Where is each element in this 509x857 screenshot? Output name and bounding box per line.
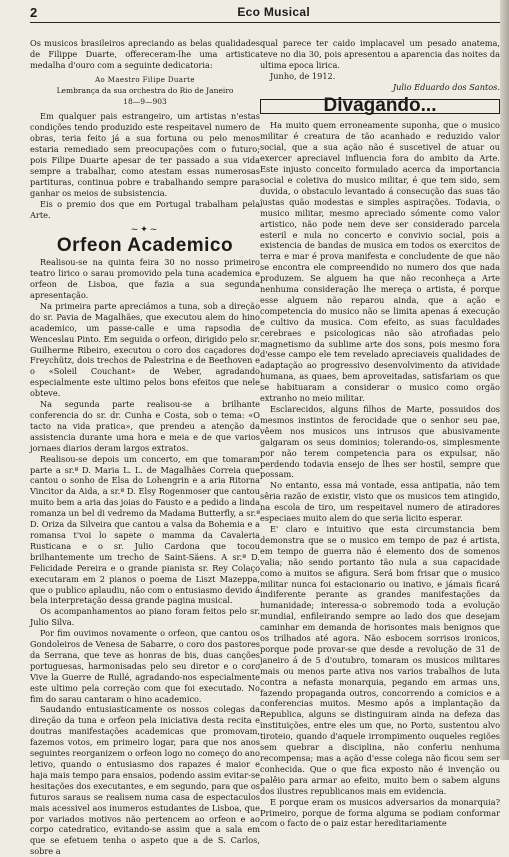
section-divider: ~✦~ — [130, 224, 160, 235]
dedication-text: Lembrança da sua orchestra do Rio de Janeiro — [56, 85, 234, 95]
paragraph: Em qualquer pais estrangeiro, um artistas n'estas condições tendo produzido este respeitavel numero de obras, teria feito já a sua fortuna ou pelo menos estaria remediado sem preocupações com o futuro; pois Filipe Duarte apesar de ter passado a sua vida sempre a trabalhar, como atestam essas numerosas partituras, continua pobre e trabalhando sempre para ganhar os meios de subsistencia. — [30, 111, 260, 198]
paragraph: Eis o premio dos que em Portugal trabalham pela Arte. — [30, 198, 260, 220]
paragraph: Os acompanhamentos ao piano foram feitos pelo sr. Julio Silva. — [30, 606, 260, 628]
page-number: 2 — [30, 5, 38, 20]
paragraph: Esclarecidos, alguns filhos de Marte, possuidos dos mesmos instintos de ferocidade que o senhor seu pae, vêem nos musicos uns intrusos que abusivamente galgaram os seus dominios; tolerando-os, simplesmente por não terem competencia para os expulsar, não perdendo todavia ensejo de lhes ser hostil, sempre que possam. — [260, 404, 500, 480]
paragraph: Realisou-se na quinta feira 30 no nosso primeiro teatro lirico o sarau promovido pela tuna academica e orfeon de Lisboa, que fazia a sua segunda apresentação. — [30, 257, 260, 301]
paragraph: Saudando entusiasticamente os nossos colegas da direção da tuna e orfeon pela iniciativa desta recita e doutras manifestações academicas que promovam, fazemos votos, em primeiro logar, para que nos anos seguintes reorganizem o orfeon logo no começo do ano letivo, quando o entusiasmo dos rapazes é maior e haja mais tempo para ensaios, podendo assim evitar-se hesitações dos executantes, e em segundo, para que os futuros saraus se realisem numa casa de espectaculos mais acessivel aos inumeros estudantes de Lisboa, que por variados motivos não pertencem ao orfeon e ao corpo catedratico, evitando-se assim que a sala em que se efetuem tenha o aspeto que a de S. Carlos, sobre a — [30, 704, 260, 857]
left-column — [30, 38, 260, 857]
paragraph: Por fim ouvimos novamente o orfeon, que cantou os Gondoleiros de Venesa de Sabarre, o coro dos pastores da Serrana, que teve as honras de bis, duas canções portuguesas, harmonisadas pelo seu diretor e o coro Vive la Guerre de Rullé, agradando-nos especialmente este ultimo pela correção com que foi executado. No fim do sarau cantaram o hino academico. — [30, 628, 260, 704]
page-binding-edge — [500, 0, 509, 760]
section-heading: Divagando... — [260, 99, 500, 115]
paragraph: Na segunda parte realisou-se a brilhante conferencia do sr. dr. Cunha e Costa, sob o tema: «O tacto na vida pratica», que prendeu a atenção da assistencia durante uma hora e meia e de que varios jornaes diarios deram largos extratos. — [30, 399, 260, 453]
section-heading: Orfeon Academico — [56, 235, 234, 257]
paragraph: Ha muito quem erroneamente suponha, que o musico militar é creatura de tão acanhado e reduzido valor social, que a sua ação não é suscetivel de atuar ou exercer apreciavel influencia fora do ambito da Arte. Este injusto conceito formulado acerca da importancia social e coletiva do musico militar, é que tem sido, sem duvida, o obstaculo levantado á consecução das suas tão justas quão modestas e simples aspirações. Todavia, o musico militar, mesmo apreciado sómente como valor artistico, não pode nem deve ser considerado parcela esteril e nula no concerto e convivio social, pois a existencia de bandas de musica em todos os exercitos de terra e mar é prova manifesta e concludente de que não se encontra ele compreendido no numero dos que nada produzem. Se alguem ha que não reconheça a Arte nenhuma consideração lhe mereça o artista, é porque esse alguem não reparou ainda, que a ação e competencia do musico não se limita apenas á execução e cultivo da musica. Com efeito, as suas faculdades cerebraes e psicologicas não são atrofiadas pelo magnetismo da sublime arte dos sons, pois mesmo fora d'esse campo ele tem revelado apreciaveis qualidades de adaptação ao progressivo desenvolvimento da atividade humana, as quaes, bem aproveitadas, satisfariam os que se habituaram a considerar o musico como orgão extranho no meio militar. — [260, 120, 500, 404]
paragraph: Realisou-se depois um concerto, em que tomaram parte a sr.ª D. Maria L. L. de Magalhães Correia que cantou o sonho de Elsa do Lohengrin e a aria Ritorna Vincitor da Aida, a sr.ª D. Elsy Rogenmoser que cantou muito bem a aria das joias do Fausto e a pedido a linda romanza un bel di vedremo da Madama Butterfly, a sr.ª D. Oriza da Silveira que cantou a valsa da Bohemia e a romansa t'voi lo sapete o mamma da Cavaleria Rusticana e o sr. Julio Cardona que tocou brilhantemente um trecho de Saint-Säens. A sr.ª D. Felicidade Pereira e o grande pianista sr. Rey Colaço executaram em 2 pianos o poema de Liszt Mazeppa, que o publico aplaudiu, não com o entusiasmo devido á bela interpretação dessa grande pagina musical. — [30, 453, 260, 606]
intro-paragraph: Os musicos brasileiros apreciando as belas qualidades de Filippe Duarte, offereceram-lhe uma artistica medalha d'ouro com a seguinte dedicatoria: — [30, 38, 260, 70]
paragraph: E porque eram os musicos adversarios da monarquia? Primeiro, porque de forma alguma se podiam conformar com o facto de o paiz estar hereditariamente — [260, 796, 500, 829]
dedication-date: 18—9—903 — [123, 96, 167, 106]
date-line: Junho, de 1912. — [270, 70, 336, 81]
paragraph: No entanto, essa má vontade, essa antipatia, não tem sêria razão de existir, visto que os musicos tem atingido, na escola de tiro, um respeitavel numero de atiradores especiaes muito alem do que seria licito esperar. — [260, 480, 500, 524]
dedication-title: Ao Maestro Filipe Duarte — [95, 75, 195, 84]
page-header — [30, 0, 500, 23]
journal-title: Eco Musical — [237, 5, 310, 19]
author-signature: Julio Eduardo dos Santos. — [392, 81, 500, 92]
paragraph: E' claro e intuitivo que esta circumstancia bem demonstra que se o musico em tempo de paz é artista, em tempo de guerra não é elemento dos de somenos valia; não sendo portanto tão nula a sua capacidade como a muitos se afigura. Será bom frisar que o musico militar nunca foi estacionario ou inativo, e jámais ficará indiferente perante as grandes manifestações da humanidade; interessa-o sobremodo toda a evolução mundial, enfileirando sempre ao lado dos que desejam caminhar em demanda de horisontes mais benignos que os trilhados até agora. Não esbocem sorrisos ironicos, porque pode provar-se que desde a revolução de 31 de janeiro á de 5 d'outubro, tomaram os musicos militares mais ou menos parte ativa nos varios trabalhos de luta contra a nefasta monarquia, pegando em armas uns, fazendo propaganda outros, concorrendo a comicios e a conferencias muitos. Mesmo após a implantação da Republica, alguns se distinguiram ainda na defeza das instituições, entre eles um que, no Porto, sustentou alvo tiroteio, quando d'aquele irrompimento ouqueles regiões sem quebrar a disciplina, não conferiu nenhuma recompensa; mas a ação d'esse colega não ficou sem ser conhecida. Que o que fica exposto não é invenção ou palêio para armar ao efeito, muito bem o sabem alguns dos ilustres republicanos mais em evidencia. — [260, 523, 500, 796]
right-column — [260, 38, 500, 829]
paragraph: Na primeira parte apreciámos a tuna, sob a direção do sr. Pavia de Magalhães, que executou alem do hino academico, um passe-calle e uma rapsodia de Wenceslau Pinto. Em seguida o orfeon, dirigido pelo sr. Guilherme Ribeiro, executou o coro dos caçadores do Freychütz, dois trechos de Palestrina e de Beethoven e o «Soleil Couchant» de Weber, agradando especialmente este ultimo pelos bons efeitos que nele obteve. — [30, 300, 260, 399]
paragraph: qual parece ter caido implacavel um pesado anatema, teve no dia 30, pois apresentou a aparencia das noites da ultima epoca lirica. — [260, 38, 500, 70]
